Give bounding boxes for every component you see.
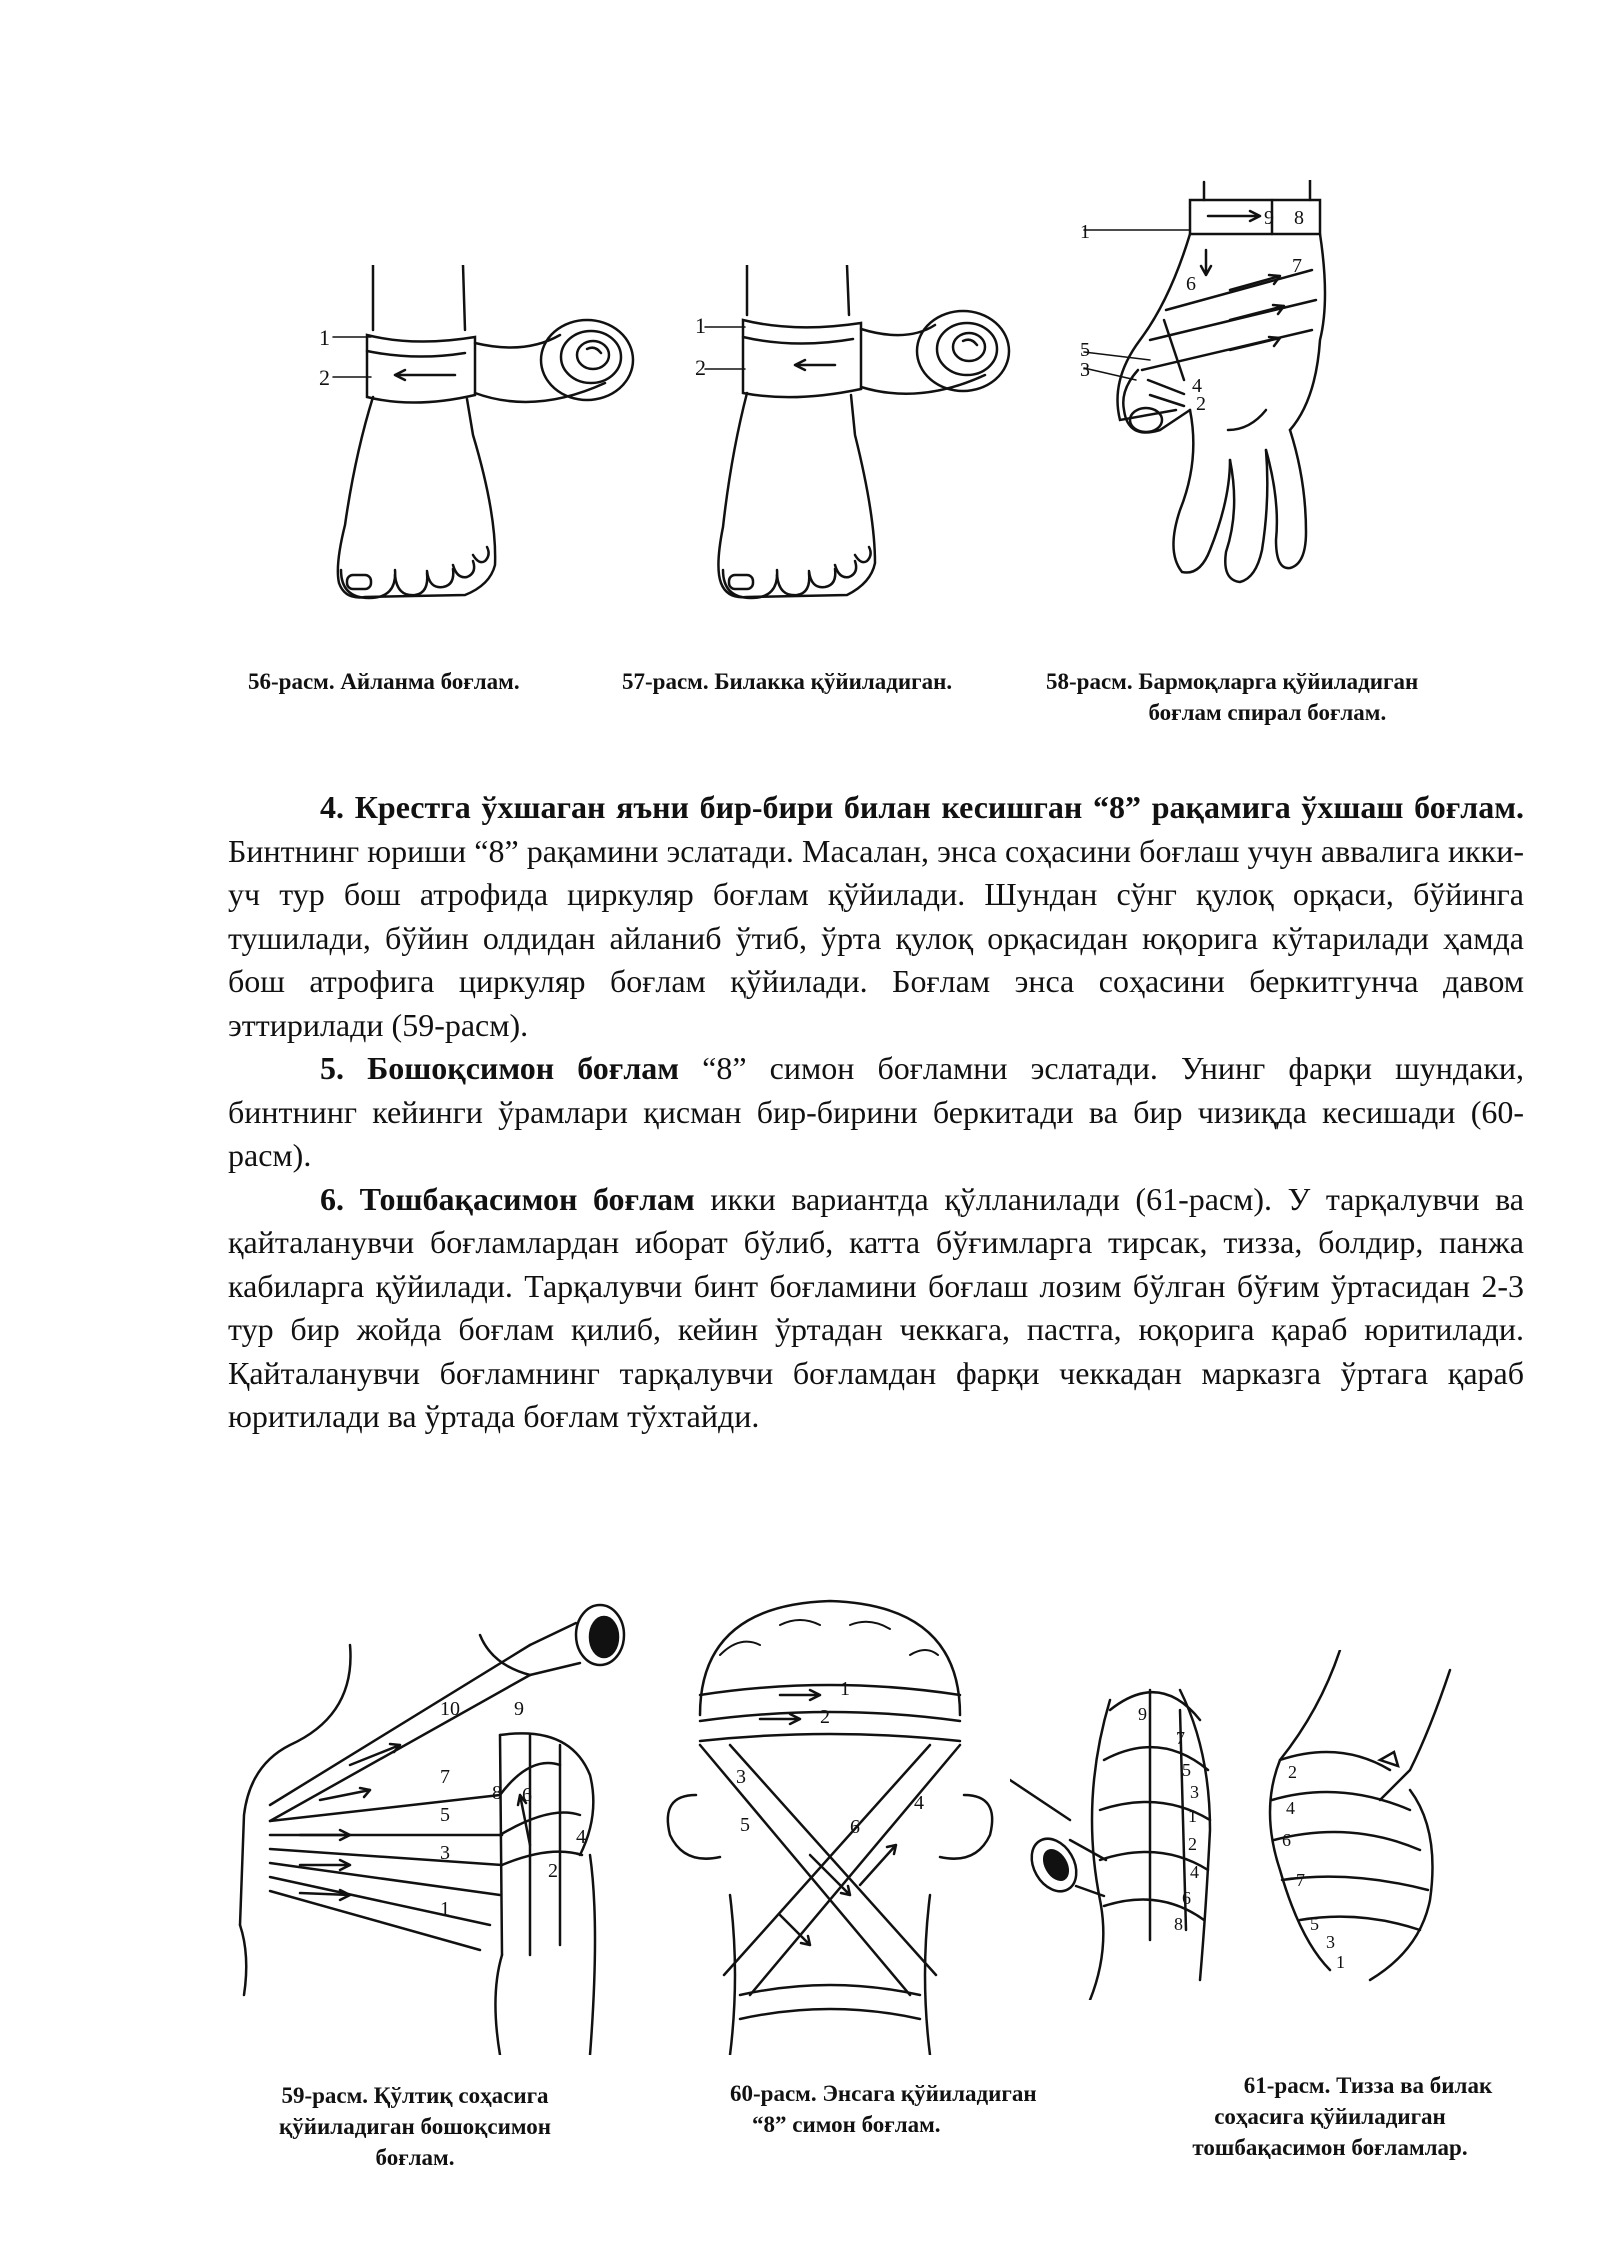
- fig59-label-9: 9: [514, 1698, 524, 1720]
- fig56-label-1: 1: [319, 325, 330, 350]
- fig60-label-6: 6: [850, 1816, 860, 1838]
- figure-58-illustration: [1080, 180, 1340, 600]
- fig61-knee-label-1: 1: [1188, 1806, 1197, 1826]
- paragraph-5: [228, 1047, 1524, 1178]
- fig59-label-10: 10: [440, 1698, 460, 1720]
- fig60-label-3: 3: [736, 1766, 746, 1788]
- paragraph-6-text: икки вариантда қўлланилади (61-расм). У тарқалувчи ва қайталанувчи боғламлардан иборат бўлиб, катта бўғимларга тирсак, тизза, болдир, панжа кабиларга қўйилади. Тарқалувчи бинт боғламини боғлаш лозим бўлган бўғим ўртасидан 2-3 тур бир жойда боғлам қилиб, кейин ўртадан чеккага, пастга, юқорига қараб юритилади. Қайталанувчи боғламнинг тарқалувчи боғламдан фарқи чеккадан марказга ўртага қараб юритилади ва ўртада боғлам тўхтайди.: [228, 1180, 1525, 1434]
- fig58-label-8: 8: [1294, 207, 1304, 229]
- fig59-label-3: 3: [440, 1842, 450, 1864]
- fig60-label-1: 1: [840, 1678, 850, 1700]
- fig61-knee-label-9: 9: [1138, 1704, 1147, 1724]
- fig59-label-6: 6: [522, 1784, 532, 1806]
- fig59-label-8: 8: [492, 1782, 502, 1804]
- fig61-elbow-label-4: 4: [1286, 1798, 1295, 1818]
- fig58-label-3: 3: [1080, 359, 1090, 381]
- fig58-label-6: 6: [1186, 273, 1196, 295]
- fig58-label-4: 4: [1192, 375, 1202, 397]
- body-text: [228, 786, 1524, 1439]
- fig60-label-5: 5: [740, 1814, 750, 1836]
- paragraph-4-text: Бинтнинг юриши “8” рақамини эслатади. Масалан, энса соҳасини боғлаш учун аввалига икки-уч тур бош атрофида циркуляр боғлам қўйилади. Шундан сўнг қулоқ орқаси, бўйинга тушилади, бўйин олдидан айланиб ўтиб, ўрта қулоқ орқасидан юқорига кўтарилади ҳамда бош атрофига циркуляр боғлам қўйилади. Боғлам энса соҳасини беркитгунча давом эттирилади (59-расм).: [228, 832, 1524, 1043]
- figure-60-illustration: [660, 1595, 1000, 2055]
- figure-59-illustration: [230, 1595, 630, 2055]
- fig61-knee-label-2: 2: [1188, 1834, 1197, 1854]
- fig59-label-5: 5: [440, 1804, 450, 1826]
- figure-58-caption: 58-расм. Бармоқларга қўйиладиган боғлам спирал боғлам.: [1046, 669, 1419, 725]
- figure-57-illustration: [695, 265, 1025, 625]
- fig59-label-7: 7: [440, 1766, 450, 1788]
- fig57-label-1: 1: [695, 313, 706, 338]
- fig60-label-2: 2: [820, 1706, 830, 1728]
- fig61-knee-label-5: 5: [1182, 1760, 1191, 1780]
- paragraph-5-lead: 5. Бошоқсимон боғлам: [320, 1050, 680, 1086]
- fig61-knee-label-7: 7: [1176, 1728, 1185, 1748]
- figure-60-caption: 60-расм. Энсага қўйиладиган “8” симон боғлам.: [730, 2081, 1037, 2137]
- paragraph-4-lead: 4. Крестга ўхшаган яъни бир-бири билан кесишган “8” рақамига ўхшаш боғлам.: [320, 789, 1524, 825]
- fig61-elbow-label-1: 1: [1336, 1952, 1345, 1972]
- figure-57-caption: 57-расм. Билакка қўйиладиган.: [622, 669, 953, 694]
- figure-61-illustration: [1010, 1650, 1470, 2000]
- fig61-elbow-label-7: 7: [1296, 1870, 1305, 1890]
- fig58-label-9: 9: [1264, 207, 1274, 229]
- fig61-knee-label-4: 4: [1190, 1862, 1199, 1882]
- fig58-label-7: 7: [1292, 255, 1302, 277]
- fig56-label-2: 2: [319, 365, 330, 390]
- fig58-label-5: 5: [1080, 339, 1090, 361]
- fig59-label-4: 4: [576, 1826, 586, 1848]
- fig61-knee-label-3: 3: [1190, 1782, 1199, 1802]
- fig59-label-1: 1: [440, 1898, 450, 1920]
- fig57-label-2: 2: [695, 355, 706, 380]
- fig61-elbow-label-2: 2: [1288, 1762, 1297, 1782]
- paragraph-5-text: “8” симон боғламни эслатади. Унинг фарқи шундаки, бинтнинг кейинги ўрамлари қисман бир-бирини беркитади ва бир чизиқда кесишади (60-расм).: [228, 1050, 1525, 1173]
- fig58-label-1: 1: [1080, 221, 1090, 243]
- fig61-knee-label-8: 8: [1174, 1914, 1183, 1934]
- figure-56-caption: 56-расм. Айланма боғлам.: [248, 669, 520, 694]
- figure-61-caption: 61-расм. Тизза ва билак соҳасига қўйиладиган тошбақасимон боғламлар.: [1192, 2073, 1493, 2160]
- fig61-knee-label-6: 6: [1182, 1888, 1191, 1908]
- fig58-label-2: 2: [1196, 393, 1206, 415]
- fig59-label-2: 2: [548, 1860, 558, 1882]
- fig60-label-4: 4: [914, 1792, 924, 1814]
- paragraph-6-lead: 6. Тошбақасимон боғлам: [320, 1180, 695, 1217]
- paragraph-6: [228, 1178, 1524, 1439]
- fig61-elbow-label-3: 3: [1326, 1932, 1335, 1952]
- figure-59-caption: 59-расм. Қўлтиқ соҳасига қўйиладиган бошоқсимон боғлам.: [279, 2083, 551, 2170]
- paragraph-4: [228, 786, 1524, 1047]
- figure-56-illustration: [315, 265, 645, 625]
- fig61-elbow-label-6: 6: [1282, 1830, 1291, 1850]
- fig61-elbow-label-5: 5: [1310, 1914, 1319, 1934]
